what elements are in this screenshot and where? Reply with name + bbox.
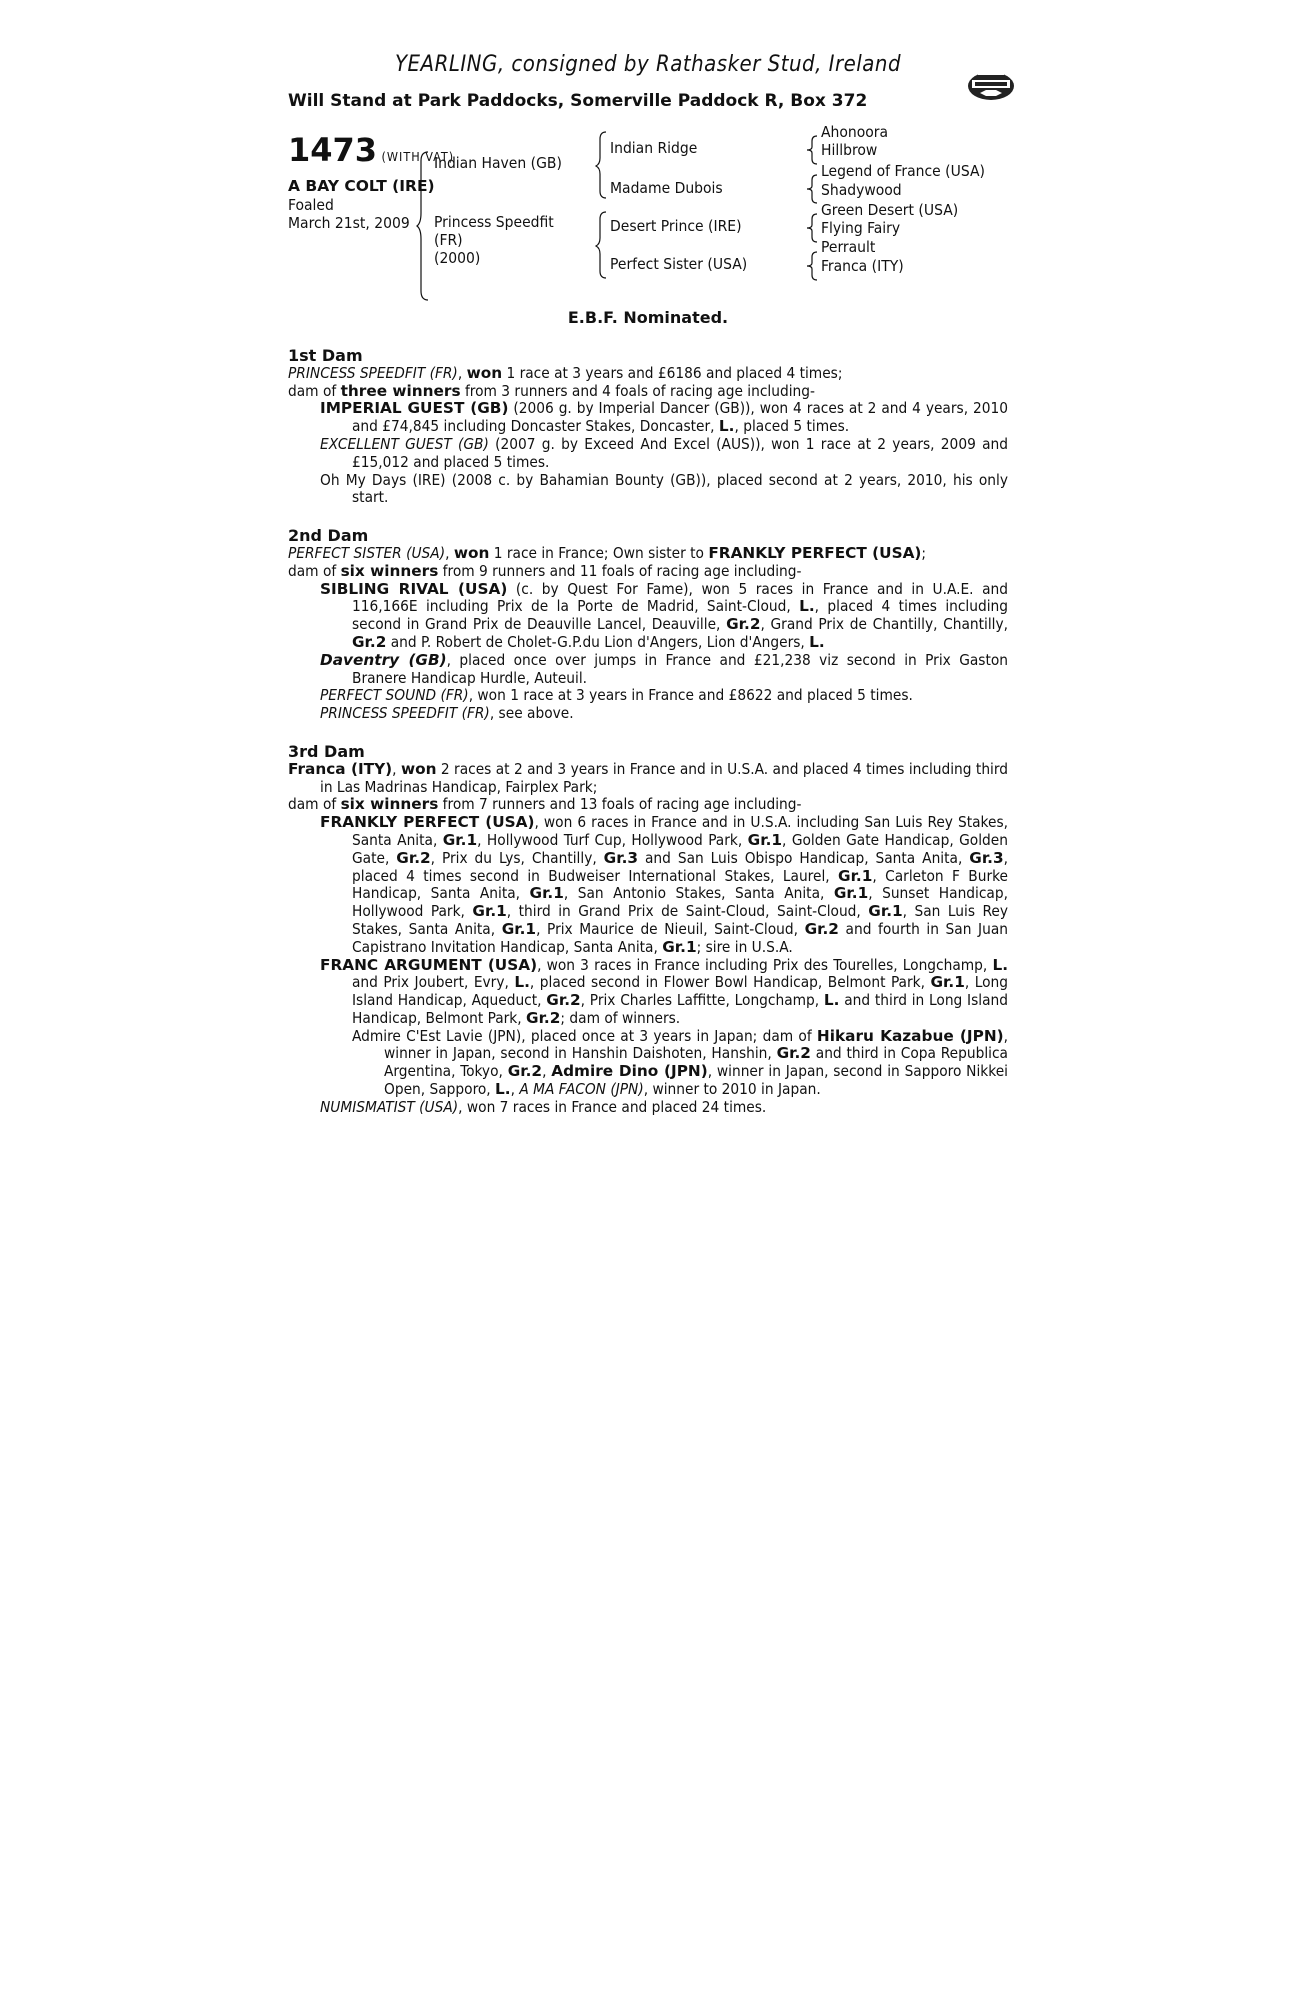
text: Oh My Days (IRE) (2008 c. by Bahamian Bounty (GB)), placed second at 2 years, 2010, his only start. — [320, 470, 1008, 507]
group-badge: Gr.2 — [804, 919, 839, 938]
horse-name: Admire Dino (JPN) — [551, 1062, 708, 1081]
group-badge: Gr.1 — [442, 830, 478, 849]
text: , Prix Charles Laffitte, Longchamp, — [580, 991, 824, 1010]
text: , winner in Japan, second in Sapporo Nikkei Open, Sapporo, — [384, 1062, 1008, 1099]
pedigree-sire: Indian Haven (GB) — [434, 154, 562, 172]
text: , — [510, 1080, 520, 1099]
won-label: won — [453, 543, 490, 562]
pedigree-brace-sire — [595, 131, 607, 199]
text: , — [392, 759, 401, 778]
pedigree-dam-sire: Desert Prince (IRE) — [610, 217, 742, 235]
produce-entry — [288, 652, 1008, 688]
produce-entry — [288, 1099, 1008, 1117]
text: ; dam of winners. — [560, 1008, 681, 1027]
text: , placed once over jumps in France and £21,238 viz second in Prix Gaston Branere Handicap Hurdle, Auteuil. — [352, 650, 1008, 687]
text: (2007 g. by Exceed And Excel (AUS)), won 1 race at 2 years, 2009 and £15,012 and placed 5 times. — [352, 434, 1008, 471]
winners-count: three winners — [340, 381, 461, 400]
text: , placed 4 times second in Budweiser International Stakes, Laurel, — [352, 848, 1009, 885]
listed-badge: L. — [992, 955, 1009, 974]
text: (2006 g. by Imperial Dancer (GB)), won 4 races at 2 and 4 years, 2010 and £74,845 including Doncaster Stakes, Doncaster, — [352, 399, 1008, 436]
listed-badge: L. — [514, 973, 530, 992]
produce-entry — [288, 581, 1008, 652]
pedigree-brace-g3 — [806, 213, 818, 243]
text: , placed 4 times including second in Grand Prix de Deauville Lancel, Deauville, — [352, 597, 1009, 634]
won-label: won — [466, 363, 503, 382]
foaled-date: March 21st, 2009 — [288, 214, 410, 232]
pedigree-dam-line2: (FR) — [434, 231, 463, 249]
text: and San Luis Obispo Handicap, Santa Anita, — [638, 848, 970, 867]
third-dam-produce-summary — [288, 796, 1008, 814]
produce-entry — [288, 472, 1008, 508]
pedigree-g7: Perrault — [821, 238, 876, 256]
winners-count: six winners — [340, 795, 439, 814]
pedigree-g1: Ahonoora — [821, 123, 889, 141]
group-badge: Gr.2 — [396, 848, 431, 867]
group-badge: Gr.2 — [546, 991, 581, 1010]
winners-count: six winners — [340, 561, 439, 580]
text: , Hollywood Turf Cup, Hollywood Park, — [477, 830, 748, 849]
won-label: won — [400, 759, 437, 778]
listed-badge: L. — [799, 597, 815, 616]
horse-name: FRANKLY PERFECT (USA) — [320, 813, 535, 832]
listed-badge: L. — [823, 991, 840, 1010]
second-dam-heading: 2nd Dam — [288, 526, 369, 546]
pedigree-dam-dam: Perfect Sister (USA) — [610, 255, 748, 273]
first-dam-produce-summary — [288, 383, 1008, 401]
horse-name: SIBLING RIVAL (USA) — [320, 579, 508, 598]
pedigree-g8: Franca (ITY) — [821, 257, 904, 275]
pedigree-g3: Legend of France (USA) — [821, 162, 985, 180]
group-badge: Gr.2 — [507, 1062, 543, 1081]
vat-note: (WITH VAT) — [381, 149, 455, 164]
pedigree-g6: Flying Fairy — [821, 219, 901, 237]
text: , Grand Prix de Chantilly, Chantilly, — [760, 615, 1008, 634]
second-dam-produce-summary — [288, 563, 1008, 581]
pedigree-brace-dam — [595, 211, 607, 279]
group-badge: Gr.1 — [529, 884, 564, 903]
text: , winner to 2010 in Japan. — [643, 1080, 821, 1099]
dam-name: Franca (ITY) — [288, 759, 393, 778]
text: dam of — [288, 561, 341, 580]
text: , won 3 races in France including Prix des Tourelles, Longchamp, — [537, 955, 993, 974]
text: , won 6 races in France and in U.S.A. including San Luis Rey Stakes, Santa Anita, — [352, 813, 1008, 849]
text: , San Antonio Stakes, Santa Anita, — [563, 884, 834, 903]
pedigree-g5: Green Desert (USA) — [821, 201, 959, 219]
horse-name: Hikaru Kazabue (JPN) — [816, 1026, 1004, 1045]
text: , third in Grand Prix de Saint-Cloud, Saint-Cloud, — [506, 902, 869, 921]
group-badge: Gr.1 — [662, 937, 697, 956]
text: , Carleton F Burke Handicap, Santa Anita, — [352, 866, 1008, 903]
listed-badge: L. — [495, 1080, 511, 1099]
text: and third in Copa Republica Argentina, Tokyo, — [384, 1044, 1008, 1081]
text: dam of — [288, 795, 341, 814]
group-badge: Gr.3 — [603, 848, 639, 867]
text: ; — [921, 543, 927, 562]
first-dam-intro — [288, 365, 1008, 383]
produce-entry — [288, 814, 1008, 956]
text: , Prix du Lys, Chantilly, — [430, 848, 604, 867]
text: , won 7 races in France and placed 24 times. — [458, 1097, 767, 1116]
sister-name: FRANKLY PERFECT (USA) — [708, 543, 922, 562]
consignment-line: YEARLING, consigned by Rathasker Stud, Ireland — [394, 52, 902, 77]
horse-name: NUMISMATIST (USA) — [320, 1097, 459, 1116]
text: Admire C'Est Lavie (JPN), placed once at 3 years in Japan; dam of — [352, 1026, 817, 1045]
text: from 9 runners and 11 foals of racing age including- — [438, 561, 802, 580]
listed-badge: L. — [718, 417, 735, 436]
horse-name: IMPERIAL GUEST (GB) — [320, 399, 509, 418]
group-badge: Gr.1 — [747, 830, 783, 849]
horse-name: FRANC ARGUMENT (USA) — [320, 955, 538, 974]
horse-name: PERFECT SOUND (FR) — [320, 686, 469, 705]
text: , placed second in Flower Bowl Handicap, Belmont Park, — [529, 973, 931, 992]
text: 2 races at 2 and 3 years in France and in U.S.A. and placed 4 times including third in Las Madrinas Handicap, Fairplex Park; — [320, 759, 1008, 796]
text: , won 1 race at 3 years in France and £8622 and placed 5 times. — [468, 686, 913, 705]
produce-entry — [288, 1028, 1008, 1099]
group-badge: Gr.2 — [526, 1008, 561, 1027]
pedigree-g2: Hillbrow — [821, 141, 878, 159]
group-badge: Gr.2 — [726, 615, 761, 634]
text: , Golden Gate Handicap, Golden Gate, — [352, 830, 1008, 867]
text: and Prix Joubert, Evry, — [352, 973, 515, 992]
pedigree-g4: Shadywood — [821, 181, 902, 199]
text: , — [457, 363, 467, 382]
foaled-label: Foaled — [288, 196, 334, 214]
produce-record — [288, 347, 1008, 1117]
group-badge: Gr.1 — [833, 884, 869, 903]
text: ; sire in U.S.A. — [696, 937, 793, 956]
text: 1 race in France; Own sister to — [489, 543, 709, 562]
pedigree-dam-line1: Princess Speedfit — [434, 213, 554, 231]
stud-crest-logo — [966, 68, 1016, 104]
produce-entry — [288, 400, 1008, 436]
dam-name: PRINCESS SPEEDFIT (FR) — [288, 363, 458, 382]
lot-number: 1473 — [288, 131, 378, 169]
group-badge: Gr.1 — [472, 902, 507, 921]
third-dam-heading: 3rd Dam — [288, 741, 365, 761]
pedigree-brace-g4 — [806, 251, 818, 281]
group-badge: Gr.1 — [930, 973, 965, 992]
first-dam-heading: 1st Dam — [288, 346, 363, 365]
pedigree-sire-sire: Indian Ridge — [610, 139, 698, 157]
text: (c. by Quest For Fame), won 5 races in France and in U.A.E. and 116,166E including Prix de la Porte de Madrid, Saint-Cloud, — [352, 579, 1008, 616]
text: from 3 runners and 4 foals of racing age including- — [460, 381, 815, 400]
horse-name: EXCELLENT GUEST (GB) — [320, 434, 489, 453]
group-badge: Gr.2 — [352, 632, 387, 651]
horse-name: PRINCESS SPEEDFIT (FR) — [320, 704, 490, 723]
text: , Prix Maurice de Nieuil, Saint-Cloud, — [536, 919, 805, 938]
pedigree-brace-g1 — [806, 135, 818, 165]
produce-entry — [288, 436, 1008, 472]
pedigree-sire-dam: Madame Dubois — [610, 179, 723, 197]
stand-location: Will Stand at Park Paddocks, Somerville Paddock R, Box 372 — [288, 91, 868, 111]
ebf-nomination: E.B.F. Nominated. — [567, 308, 729, 327]
pedigree-brace-1 — [416, 151, 430, 301]
text: , winner in Japan, second in Hanshin Daishoten, Hanshin, — [384, 1026, 1008, 1063]
produce-entry — [288, 687, 1008, 705]
second-dam-intro — [288, 545, 1008, 563]
text: , Sunset Handicap, Hollywood Park, — [352, 884, 1008, 921]
horse-description: A BAY COLT (IRE) — [288, 177, 435, 195]
text: , see above. — [489, 704, 574, 723]
group-badge: Gr.2 — [776, 1044, 811, 1063]
horse-name: Daventry (GB) — [320, 650, 447, 669]
catalogue-page — [288, 52, 1008, 1117]
text: , San Luis Rey Stakes, Santa Anita, — [352, 902, 1008, 938]
text: from 7 runners and 13 foals of racing age including- — [438, 795, 802, 814]
text: , — [445, 543, 454, 562]
third-dam-intro — [288, 761, 1008, 797]
produce-entry — [288, 705, 1008, 723]
text: and P. Robert de Cholet-G.P.du Lion d'Angers, Lion d'Angers, — [386, 632, 810, 651]
group-badge: Gr.1 — [501, 919, 537, 938]
text: , Long Island Handicap, Aqueduct, — [352, 973, 1008, 1010]
text: , — [542, 1062, 552, 1081]
pedigree-brace-g2 — [806, 174, 818, 204]
produce-entry — [288, 957, 1008, 1028]
text: and third in Long Island Handicap, Belmont Park, — [352, 991, 1008, 1027]
dam-name: PERFECT SISTER (USA) — [288, 543, 446, 562]
text: dam of — [288, 381, 341, 400]
pedigree-dam-line3: (2000) — [434, 249, 481, 267]
horse-name: A MA FACON (JPN) — [519, 1080, 644, 1099]
text: , placed 5 times. — [734, 417, 850, 436]
group-badge: Gr.1 — [838, 866, 873, 885]
group-badge: Gr.1 — [868, 902, 903, 921]
listed-badge: L. — [809, 632, 825, 651]
group-badge: Gr.3 — [969, 848, 1004, 867]
text: 1 race at 3 years and £6186 and placed 4 times; — [502, 363, 843, 382]
text: and fourth in San Juan Capistrano Invitation Handicap, Santa Anita, — [352, 919, 1008, 956]
pedigree-block — [288, 123, 1008, 306]
